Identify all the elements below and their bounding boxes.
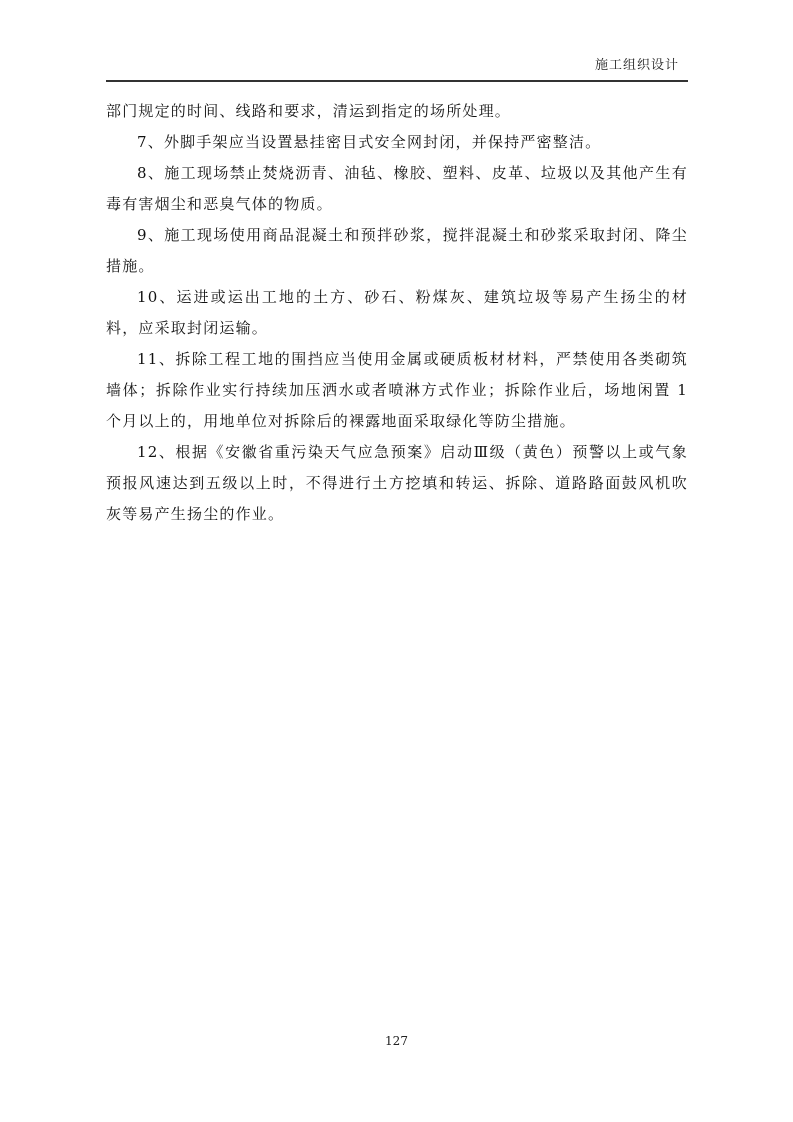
- page-number: 127: [385, 1034, 408, 1048]
- header-divider: [106, 80, 688, 82]
- paragraph-continuation: 部门规定的时间、线路和要求，清运到指定的场所处理。: [106, 102, 512, 120]
- paragraph-item-9: 9、施工现场使用商品混凝土和预拌砂浆，搅拌混凝土和砂浆采取封闭、降尘措施。: [106, 226, 688, 275]
- paragraph-item-7: 7、外脚手架应当设置悬挂密目式安全网封闭，并保持严密整洁。: [137, 133, 602, 151]
- paragraph-item-11: 11、拆除工程工地的围挡应当使用金属或硬质板材材料，严禁使用各类砌筑墙体；拆除作业实行持续加压洒水或者喷淋方式作业；拆除作业后，场地闲置 1 个月以上的，用地单位对拆除后的裸露地面采取绿化等防尘措施。: [106, 350, 688, 430]
- document-body: [106, 96, 688, 530]
- paragraph-item-12: 12、根据《安徽省重污染天气应急预案》启动Ⅲ级（黄色）预警以上或气象预报风速达到五级以上时，不得进行土方挖填和转运、拆除、道路路面鼓风机吹灰等易产生扬尘的作业。: [106, 443, 688, 523]
- paragraph-item-8: 8、施工现场禁止焚烧沥青、油毡、橡胶、塑料、皮革、垃圾以及其他产生有毒有害烟尘和恶臭气体的物质。: [106, 164, 688, 213]
- paragraph-item-10: 10、运进或运出工地的土方、砂石、粉煤灰、建筑垃圾等易产生扬尘的材料，应采取封闭运输。: [106, 288, 688, 337]
- header-title: 施工组织设计: [594, 58, 679, 73]
